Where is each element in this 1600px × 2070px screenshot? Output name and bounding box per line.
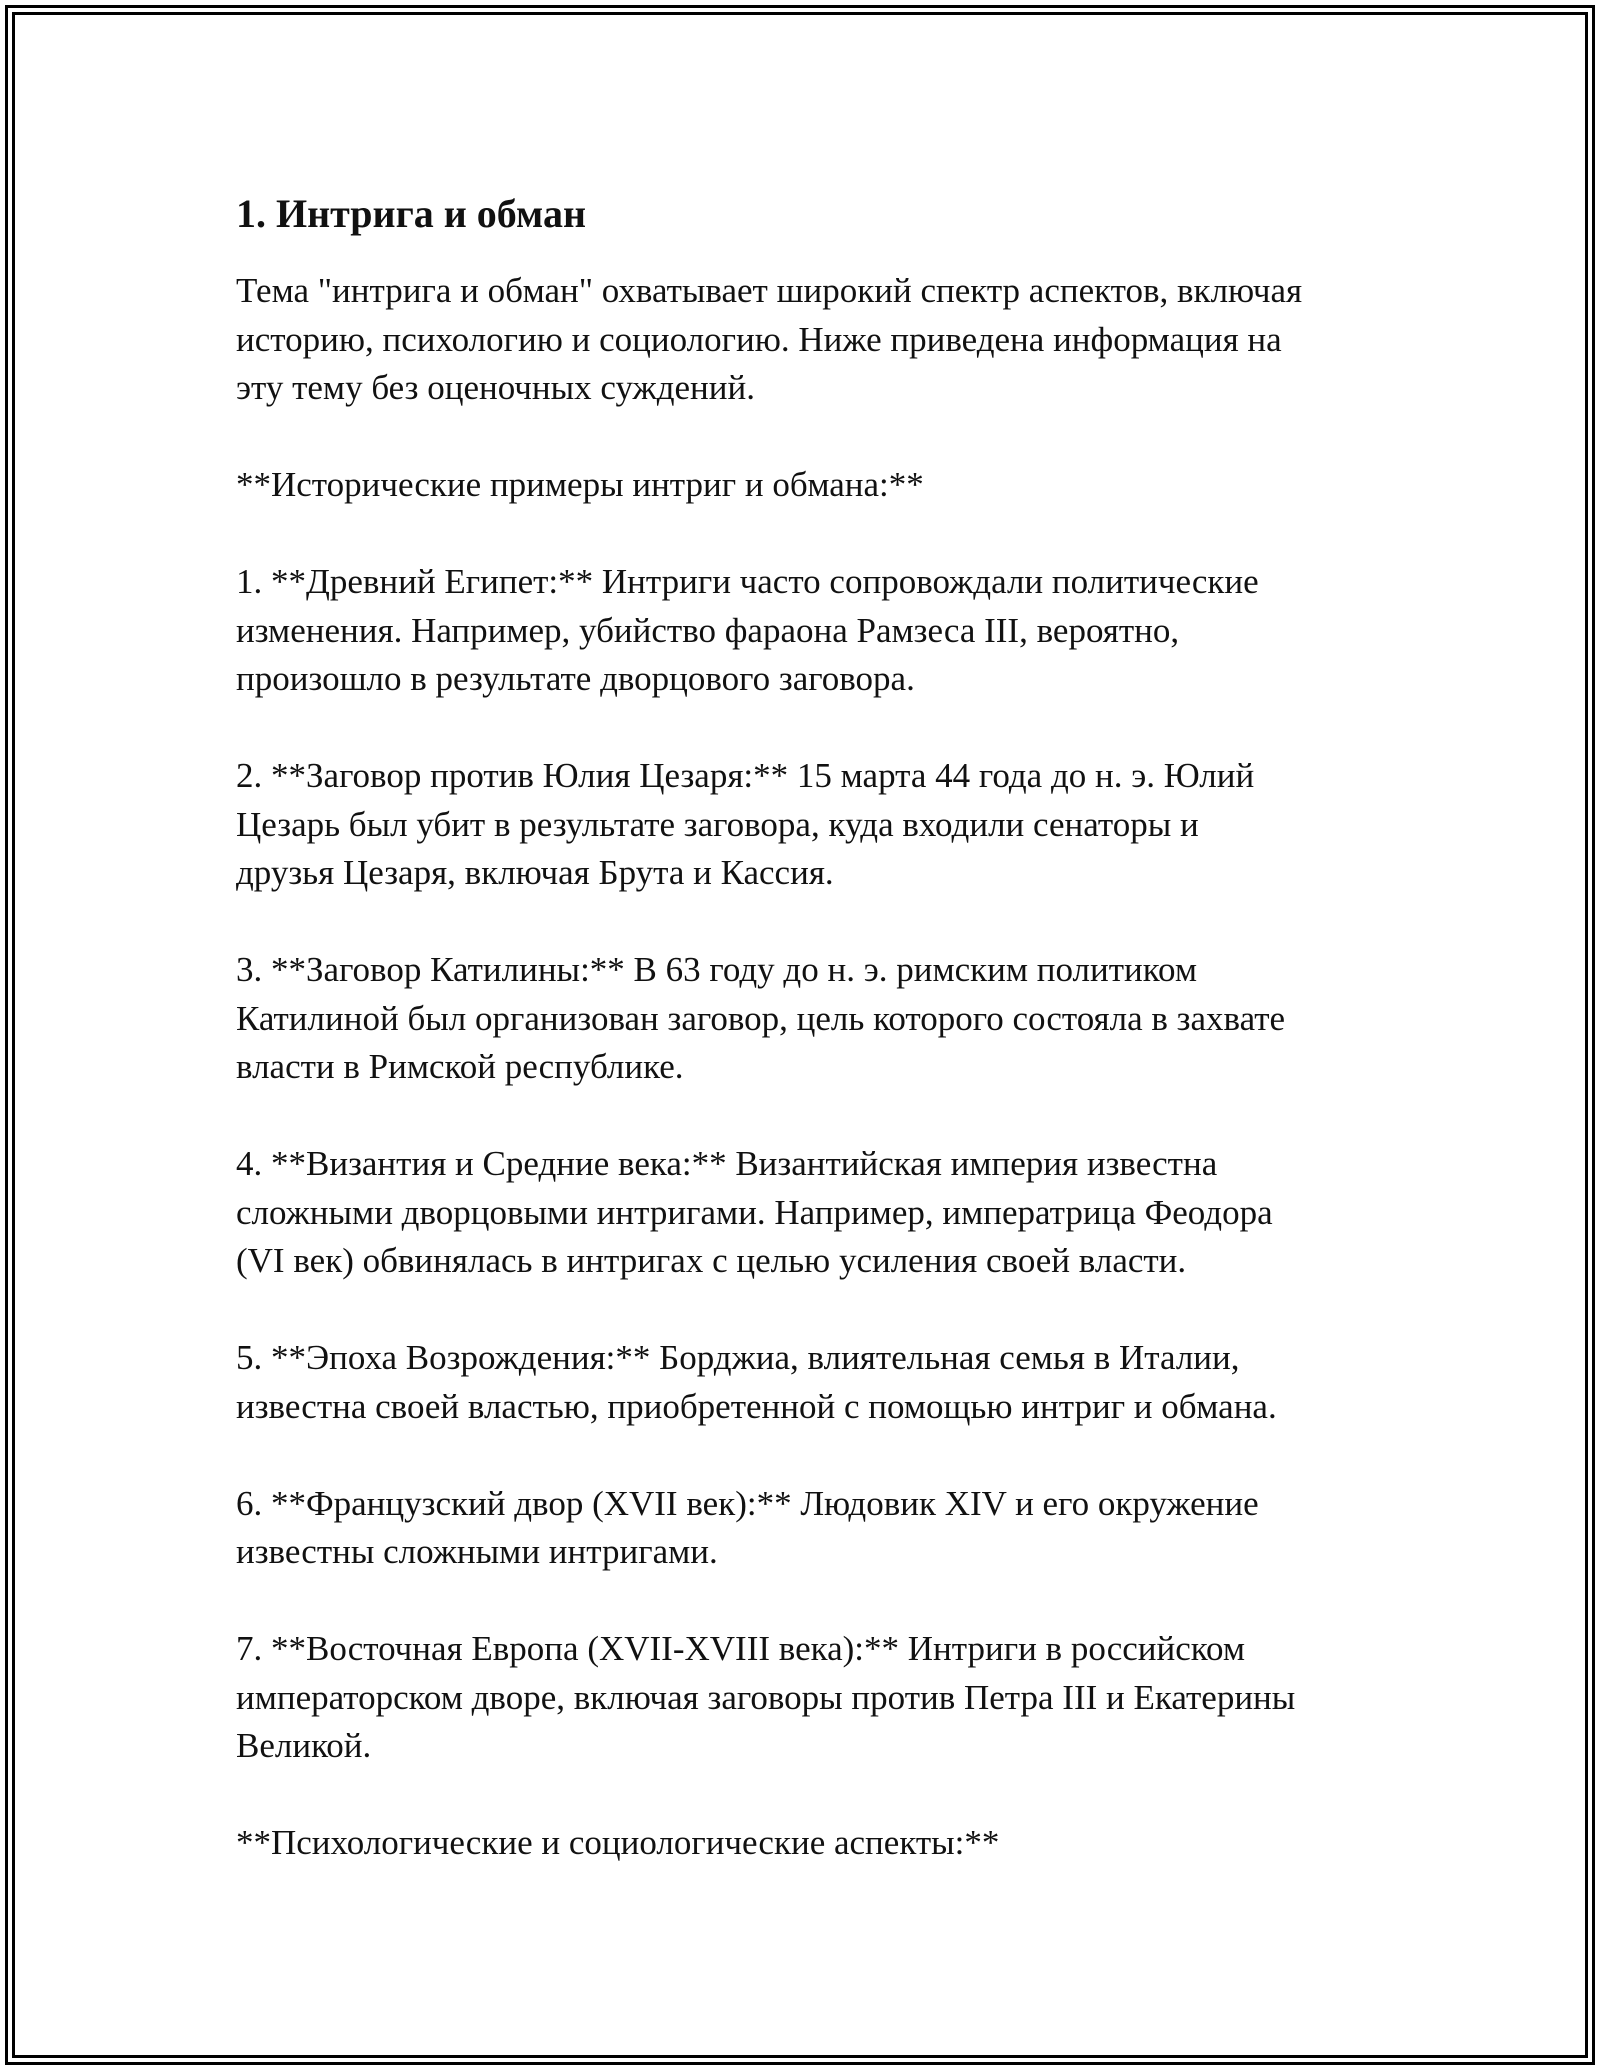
list-item-ancient-egypt: 1. **Древний Египет:** Интриги часто сопровождали политические изменения. Например, убийство фараона Рамзеса III, вероятно, произошло в результате дворцового заговора.: [236, 562, 1259, 698]
list-item-catiline-conspiracy: 3. **Заговор Катилины:** В 63 году до н. э. римским политиком Катилиной был организован заговор, цель которого состояла в захвате власти в Римской республике.: [236, 950, 1286, 1086]
document-title: 1. Интрига и обман: [236, 191, 587, 236]
list-item-renaissance: 5. **Эпоха Возрождения:** Борджиа, влиятельная семья в Италии, известна своей властью, приобретенной с помощью интриг и обмана.: [236, 1338, 1277, 1426]
list-item-byzantium: 4. **Византия и Средние века:** Византийская империя известна сложными дворцовыми интригами. Например, императрица Феодора (VI век) обвинялась в интригах с целью усиления своей власти.: [236, 1144, 1273, 1280]
document-body: [236, 185, 1386, 1916]
historical-examples-heading: **Исторические примеры интриг и обмана:**: [236, 465, 924, 504]
list-item-eastern-europe: 7. **Восточная Европа (XVII-XVIII века):** Интриги в российском императорском дворе, включая заговоры против Петра III и Екатерины Великой.: [236, 1629, 1296, 1765]
psychological-aspects-heading: **Психологические и социологические аспекты:**: [236, 1823, 1000, 1862]
intro-paragraph: Тема "интрига и обман" охватывает широкий спектр аспектов, включая историю, психологию и социологию. Ниже приведена информация на эту тему без оценочных суждений.: [236, 271, 1303, 407]
list-item-caesar-conspiracy: 2. **Заговор против Юлия Цезаря:** 15 марта 44 года до н. э. Юлий Цезарь был убит в результате заговора, куда входили сенаторы и друзья Цезаря, включая Брута и Кассия.: [236, 756, 1255, 892]
list-item-french-court: 6. **Французский двор (XVII век):** Людовик XIV и его окружение известны сложными интригами.: [236, 1483, 1259, 1571]
